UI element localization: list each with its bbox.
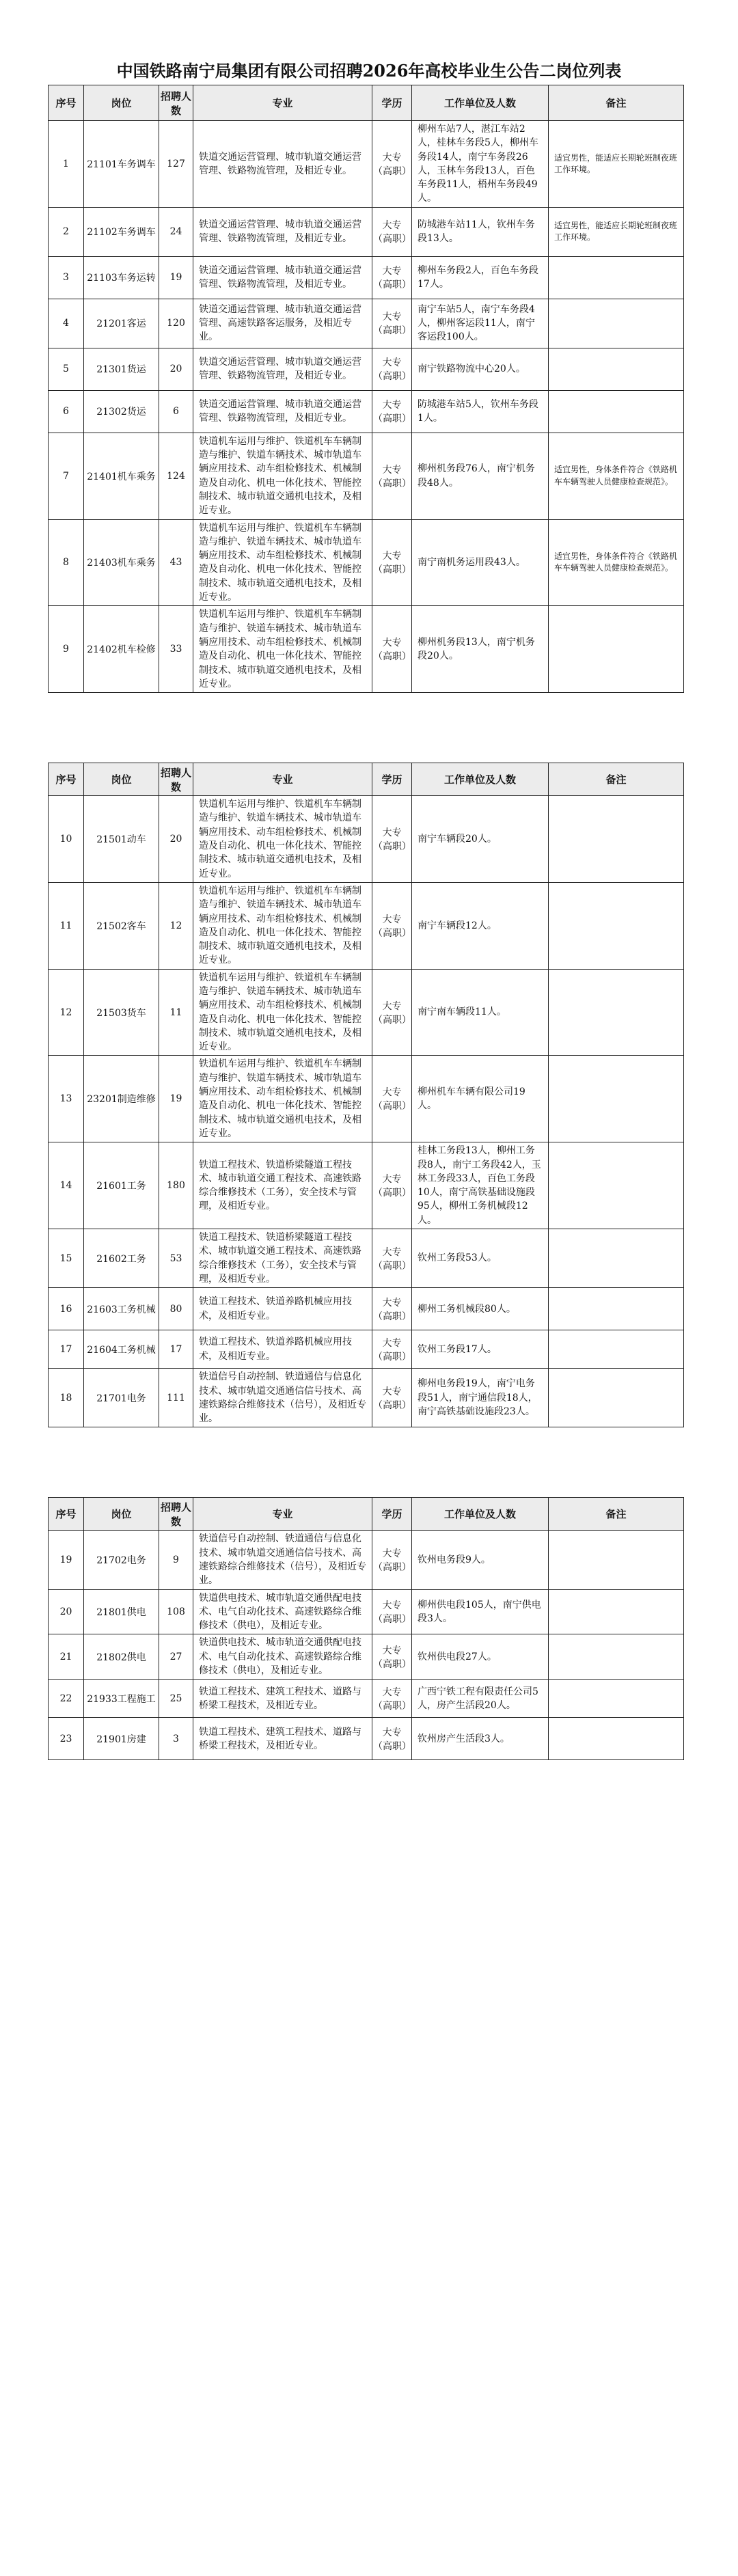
table-row <box>49 433 684 519</box>
cell-major: 铁道交通运营管理、城市轨道交通运营管理、铁路物流管理，及相近专业。 <box>193 390 372 433</box>
cell-post: 21501动车 <box>84 796 159 883</box>
table-row <box>49 1369 684 1427</box>
cell-seq: 18 <box>49 1369 84 1427</box>
cell-units: 南宁车站5人，南宁车务段4人，柳州客运段11人，南宁客运段100人。 <box>412 299 549 348</box>
cell-major: 铁道机车运用与维护、铁道机车车辆制造与维护、铁道车辆技术、城市轨道车辆应用技术、动车组检修技术、机械制造及自动化、机电一体化技术、智能控制技术、城市轨道交通机电技术，及相近专业。 <box>193 969 372 1056</box>
cell-post: 21802供电 <box>84 1634 159 1680</box>
page-break <box>0 1427 738 1497</box>
cell-note <box>549 1531 684 1589</box>
cell-seq: 20 <box>49 1589 84 1634</box>
header-units: 工作单位及人数 <box>412 1498 549 1531</box>
header-post: 岗位 <box>84 85 159 121</box>
cell-units: 防城港车站5人，钦州车务段1人。 <box>412 390 549 433</box>
cell-units: 柳州车站7人，湛江车站2人，桂林车务段5人，柳州车务段14人，南宁车务段26人，玉林车务段13人，百色车务段11人，梧州车务段49人。 <box>412 121 549 208</box>
table-row <box>49 121 684 208</box>
cell-major: 铁道工程技术、铁道养路机械应用技术，及相近专业。 <box>193 1288 372 1330</box>
cell-count: 6 <box>159 390 193 433</box>
cell-major: 铁道信号自动控制、铁道通信与信息化技术、城市轨道交通通信信号技术、高速铁路综合维修技术（信号），及相近专业。 <box>193 1369 372 1427</box>
cell-edu: 大专（高职） <box>372 207 412 256</box>
cell-seq: 15 <box>49 1229 84 1288</box>
job-table <box>48 1497 684 1760</box>
cell-count: 20 <box>159 348 193 390</box>
cell-count: 33 <box>159 606 193 693</box>
cell-post: 23201制造维修 <box>84 1056 159 1142</box>
table-row <box>49 1056 684 1142</box>
cell-edu: 大专（高职） <box>372 1330 412 1369</box>
header-count: 招聘人数 <box>159 763 193 796</box>
table-row <box>49 1142 684 1229</box>
header-seq: 序号 <box>49 763 84 796</box>
table-row <box>49 207 684 256</box>
header-count: 招聘人数 <box>159 85 193 121</box>
cell-major: 铁道交通运营管理、城市轨道交通运营管理、铁路物流管理，及相近专业。 <box>193 121 372 208</box>
cell-major: 铁道信号自动控制、铁道通信与信息化技术、城市轨道交通通信信号技术、高速铁路综合维修技术（信号），及相近专业。 <box>193 1531 372 1589</box>
cell-note <box>549 1634 684 1680</box>
cell-units: 钦州房产生活段3人。 <box>412 1718 549 1760</box>
cell-count: 80 <box>159 1288 193 1330</box>
cell-post: 21302货运 <box>84 390 159 433</box>
cell-units: 柳州机务段76人，南宁机务段48人。 <box>412 433 549 519</box>
header-major: 专业 <box>193 763 372 796</box>
page-break <box>0 693 738 763</box>
cell-units: 柳州机车车辆有限公司19人。 <box>412 1056 549 1142</box>
cell-units: 桂林工务段13人，柳州工务段8人，南宁工务段42人，玉林工务段33人，百色工务段10人，南宁高铁基础设施段95人，柳州工务机械段12人。 <box>412 1142 549 1229</box>
cell-count: 19 <box>159 256 193 299</box>
cell-edu: 大专（高职） <box>372 1718 412 1760</box>
cell-seq: 1 <box>49 121 84 208</box>
cell-seq: 17 <box>49 1330 84 1369</box>
table-row <box>49 1718 684 1760</box>
table-row <box>49 1330 684 1369</box>
cell-edu: 大专（高职） <box>372 1589 412 1634</box>
cell-units: 南宁车辆段20人。 <box>412 796 549 883</box>
cell-seq: 22 <box>49 1680 84 1718</box>
cell-seq: 5 <box>49 348 84 390</box>
cell-count: 19 <box>159 1056 193 1142</box>
header-units: 工作单位及人数 <box>412 763 549 796</box>
cell-major: 铁道工程技术、铁道养路机械应用技术，及相近专业。 <box>193 1330 372 1369</box>
job-table <box>48 85 684 693</box>
table-row <box>49 390 684 433</box>
table-row <box>49 606 684 693</box>
header-major: 专业 <box>193 1498 372 1531</box>
cell-edu: 大专（高职） <box>372 121 412 208</box>
cell-units: 南宁南车辆段11人。 <box>412 969 549 1056</box>
header-major: 专业 <box>193 85 372 121</box>
cell-note <box>549 1056 684 1142</box>
cell-count: 43 <box>159 519 193 606</box>
cell-major: 铁道工程技术、铁道桥梁隧道工程技术、城市轨道交通工程技术、高速铁路综合维修技术（工务），安全技术与管理，及相近专业。 <box>193 1142 372 1229</box>
cell-post: 21801供电 <box>84 1589 159 1634</box>
cell-edu: 大专（高职） <box>372 969 412 1056</box>
header-note: 备注 <box>549 85 684 121</box>
header-row <box>49 763 684 796</box>
table-row <box>49 1680 684 1718</box>
cell-post: 21402机车检修 <box>84 606 159 693</box>
cell-post: 21502客车 <box>84 882 159 969</box>
cell-count: 20 <box>159 796 193 883</box>
cell-post: 21901房建 <box>84 1718 159 1760</box>
cell-edu: 大专（高职） <box>372 1288 412 1330</box>
cell-seq: 2 <box>49 207 84 256</box>
cell-note <box>549 606 684 693</box>
cell-post: 21102车务调车 <box>84 207 159 256</box>
cell-count: 111 <box>159 1369 193 1427</box>
cell-note <box>549 256 684 299</box>
cell-count: 124 <box>159 433 193 519</box>
cell-count: 180 <box>159 1142 193 1229</box>
cell-count: 120 <box>159 299 193 348</box>
cell-major: 铁道交通运营管理、城市轨道交通运营管理、铁路物流管理，及相近专业。 <box>193 207 372 256</box>
cell-post: 21201客运 <box>84 299 159 348</box>
cell-edu: 大专（高职） <box>372 882 412 969</box>
cell-note <box>549 348 684 390</box>
cell-edu: 大专（高职） <box>372 390 412 433</box>
cell-note: 适宜男性，能适应长期轮班制夜班工作环境。 <box>549 207 684 256</box>
cell-post: 21403机车乘务 <box>84 519 159 606</box>
cell-edu: 大专（高职） <box>372 348 412 390</box>
header-seq: 序号 <box>49 85 84 121</box>
table-row <box>49 299 684 348</box>
page-title: 中国铁路南宁局集团有限公司招聘2026年高校毕业生公告二岗位列表 <box>116 61 622 81</box>
cell-units: 柳州车务段2人，百色车务段17人。 <box>412 256 549 299</box>
cell-note <box>549 796 684 883</box>
header-edu: 学历 <box>372 763 412 796</box>
cell-units: 钦州工务段53人。 <box>412 1229 549 1288</box>
cell-units: 南宁铁路物流中心20人。 <box>412 348 549 390</box>
cell-note <box>549 1680 684 1718</box>
header-post: 岗位 <box>84 1498 159 1531</box>
cell-seq: 9 <box>49 606 84 693</box>
cell-post: 21503货车 <box>84 969 159 1056</box>
cell-note <box>549 1589 684 1634</box>
cell-edu: 大专（高职） <box>372 433 412 519</box>
cell-major: 铁道工程技术、建筑工程技术、道路与桥梁工程技术，及相近专业。 <box>193 1718 372 1760</box>
cell-post: 21602工务 <box>84 1229 159 1288</box>
cell-units: 南宁车辆段12人。 <box>412 882 549 969</box>
cell-major: 铁道机车运用与维护、铁道机车车辆制造与维护、铁道车辆技术、城市轨道车辆应用技术、动车组检修技术、机械制造及自动化、机电一体化技术、智能控制技术、城市轨道交通机电技术，及相近专业。 <box>193 606 372 693</box>
cell-seq: 23 <box>49 1718 84 1760</box>
cell-units: 柳州工务机械段80人。 <box>412 1288 549 1330</box>
cell-seq: 14 <box>49 1142 84 1229</box>
cell-major: 铁道机车运用与维护、铁道机车车辆制造与维护、铁道车辆技术、城市轨道车辆应用技术、动车组检修技术、机械制造及自动化、机电一体化技术、智能控制技术、城市轨道交通机电技术，及相近专业。 <box>193 519 372 606</box>
cell-seq: 7 <box>49 433 84 519</box>
table-row <box>49 1531 684 1589</box>
cell-major: 铁道机车运用与维护、铁道机车车辆制造与维护、铁道车辆技术、城市轨道车辆应用技术、动车组检修技术、机械制造及自动化、机电一体化技术、智能控制技术、城市轨道交通机电技术，及相近专业。 <box>193 1056 372 1142</box>
header-units: 工作单位及人数 <box>412 85 549 121</box>
cell-edu: 大专（高职） <box>372 1056 412 1142</box>
cell-count: 17 <box>159 1330 193 1369</box>
cell-note <box>549 390 684 433</box>
table-row <box>49 1288 684 1330</box>
cell-post: 21103车务运转 <box>84 256 159 299</box>
cell-units: 南宁南机务运用段43人。 <box>412 519 549 606</box>
header-note: 备注 <box>549 1498 684 1531</box>
cell-note <box>549 1142 684 1229</box>
header-row <box>49 85 684 121</box>
cell-units: 钦州工务段17人。 <box>412 1330 549 1369</box>
cell-note <box>549 1288 684 1330</box>
cell-note <box>549 969 684 1056</box>
cell-edu: 大专（高职） <box>372 1531 412 1589</box>
table-row <box>49 882 684 969</box>
cell-note: 适宜男性，身体条件符合《铁路机车车辆驾驶人员健康检查规范》。 <box>549 433 684 519</box>
header-edu: 学历 <box>372 85 412 121</box>
cell-note <box>549 1229 684 1288</box>
cell-units: 防城港车站11人，钦州车务段13人。 <box>412 207 549 256</box>
cell-major: 铁道工程技术、铁道桥梁隧道工程技术、城市轨道交通工程技术、高速铁路综合维修技术（工务），安全技术与管理，及相近专业。 <box>193 1229 372 1288</box>
cell-major: 铁道机车运用与维护、铁道机车车辆制造与维护、铁道车辆技术、城市轨道车辆应用技术、动车组检修技术、机械制造及自动化、机电一体化技术、智能控制技术、城市轨道交通机电技术，及相近专业。 <box>193 433 372 519</box>
cell-units: 钦州电务段9人。 <box>412 1531 549 1589</box>
cell-count: 53 <box>159 1229 193 1288</box>
cell-edu: 大专（高职） <box>372 1369 412 1427</box>
cell-seq: 19 <box>49 1531 84 1589</box>
cell-edu: 大专（高职） <box>372 299 412 348</box>
cell-post: 21701电务 <box>84 1369 159 1427</box>
cell-edu: 大专（高职） <box>372 1142 412 1229</box>
table-row <box>49 519 684 606</box>
header-count: 招聘人数 <box>159 1498 193 1531</box>
cell-seq: 6 <box>49 390 84 433</box>
cell-count: 11 <box>159 969 193 1056</box>
cell-units: 柳州供电段105人，南宁供电段3人。 <box>412 1589 549 1634</box>
cell-count: 108 <box>159 1589 193 1634</box>
cell-edu: 大专（高职） <box>372 1634 412 1680</box>
cell-edu: 大专（高职） <box>372 1229 412 1288</box>
table-row <box>49 1634 684 1680</box>
cell-seq: 12 <box>49 969 84 1056</box>
table-row <box>49 969 684 1056</box>
cell-seq: 13 <box>49 1056 84 1142</box>
cell-post: 21702电务 <box>84 1531 159 1589</box>
cell-count: 27 <box>159 1634 193 1680</box>
cell-post: 21301货运 <box>84 348 159 390</box>
cell-major: 铁道机车运用与维护、铁道机车车辆制造与维护、铁道车辆技术、城市轨道车辆应用技术、动车组检修技术、机械制造及自动化、机电一体化技术、智能控制技术、城市轨道交通机电技术，及相近专业。 <box>193 882 372 969</box>
cell-post: 21603工务机械 <box>84 1288 159 1330</box>
table-row <box>49 256 684 299</box>
cell-edu: 大专（高职） <box>372 519 412 606</box>
cell-major: 铁道工程技术、建筑工程技术、道路与桥梁工程技术，及相近专业。 <box>193 1680 372 1718</box>
cell-note: 适宜男性，能适应长期轮班制夜班工作环境。 <box>549 121 684 208</box>
cell-major: 铁道机车运用与维护、铁道机车车辆制造与维护、铁道车辆技术、城市轨道车辆应用技术、动车组检修技术、机械制造及自动化、机电一体化技术、智能控制技术、城市轨道交通机电技术，及相近专业。 <box>193 796 372 883</box>
cell-seq: 10 <box>49 796 84 883</box>
cell-post: 21401机车乘务 <box>84 433 159 519</box>
cell-seq: 8 <box>49 519 84 606</box>
cell-note <box>549 1330 684 1369</box>
cell-major: 铁道供电技术、城市轨道交通供配电技术、电气自动化技术、高速铁路综合维修技术（供电），及相近专业。 <box>193 1589 372 1634</box>
cell-edu: 大专（高职） <box>372 606 412 693</box>
cell-post: 21101车务调车 <box>84 121 159 208</box>
cell-count: 127 <box>159 121 193 208</box>
cell-units: 柳州机务段13人，南宁机务段20人。 <box>412 606 549 693</box>
header-post: 岗位 <box>84 763 159 796</box>
cell-post: 21601工务 <box>84 1142 159 1229</box>
cell-post: 21604工务机械 <box>84 1330 159 1369</box>
cell-units: 柳州电务段19人，南宁电务段51人，南宁通信段18人，南宁高铁基础设施段23人。 <box>412 1369 549 1427</box>
header-seq: 序号 <box>49 1498 84 1531</box>
cell-count: 9 <box>159 1531 193 1589</box>
cell-edu: 大专（高职） <box>372 256 412 299</box>
cell-major: 铁道交通运营管理、城市轨道交通运营管理、铁路物流管理，及相近专业。 <box>193 256 372 299</box>
cell-major: 铁道交通运营管理、城市轨道交通运营管理、高速铁路客运服务，及相近专业。 <box>193 299 372 348</box>
cell-seq: 3 <box>49 256 84 299</box>
cell-note <box>549 1369 684 1427</box>
table-row <box>49 1589 684 1634</box>
cell-post: 21933工程施工 <box>84 1680 159 1718</box>
cell-count: 24 <box>159 207 193 256</box>
cell-count: 25 <box>159 1680 193 1718</box>
job-tables <box>0 85 738 1760</box>
cell-seq: 21 <box>49 1634 84 1680</box>
header-row <box>49 1498 684 1531</box>
cell-note: 适宜男性，身体条件符合《铁路机车车辆驾驶人员健康检查规范》。 <box>549 519 684 606</box>
cell-seq: 11 <box>49 882 84 969</box>
cell-seq: 16 <box>49 1288 84 1330</box>
cell-edu: 大专（高职） <box>372 796 412 883</box>
cell-count: 12 <box>159 882 193 969</box>
cell-note <box>549 1718 684 1760</box>
cell-units: 广西宁铁工程有限责任公司5人，房产生活段20人。 <box>412 1680 549 1718</box>
cell-note <box>549 299 684 348</box>
cell-note <box>549 882 684 969</box>
header-edu: 学历 <box>372 1498 412 1531</box>
cell-edu: 大专（高职） <box>372 1680 412 1718</box>
job-table <box>48 763 684 1427</box>
table-row <box>49 1229 684 1288</box>
table-row <box>49 348 684 390</box>
cell-seq: 4 <box>49 299 84 348</box>
cell-count: 3 <box>159 1718 193 1760</box>
cell-major: 铁道供电技术、城市轨道交通供配电技术、电气自动化技术、高速铁路综合维修技术（供电），及相近专业。 <box>193 1634 372 1680</box>
table-row <box>49 796 684 883</box>
cell-major: 铁道交通运营管理、城市轨道交通运营管理、铁路物流管理，及相近专业。 <box>193 348 372 390</box>
header-note: 备注 <box>549 763 684 796</box>
cell-units: 钦州供电段27人。 <box>412 1634 549 1680</box>
